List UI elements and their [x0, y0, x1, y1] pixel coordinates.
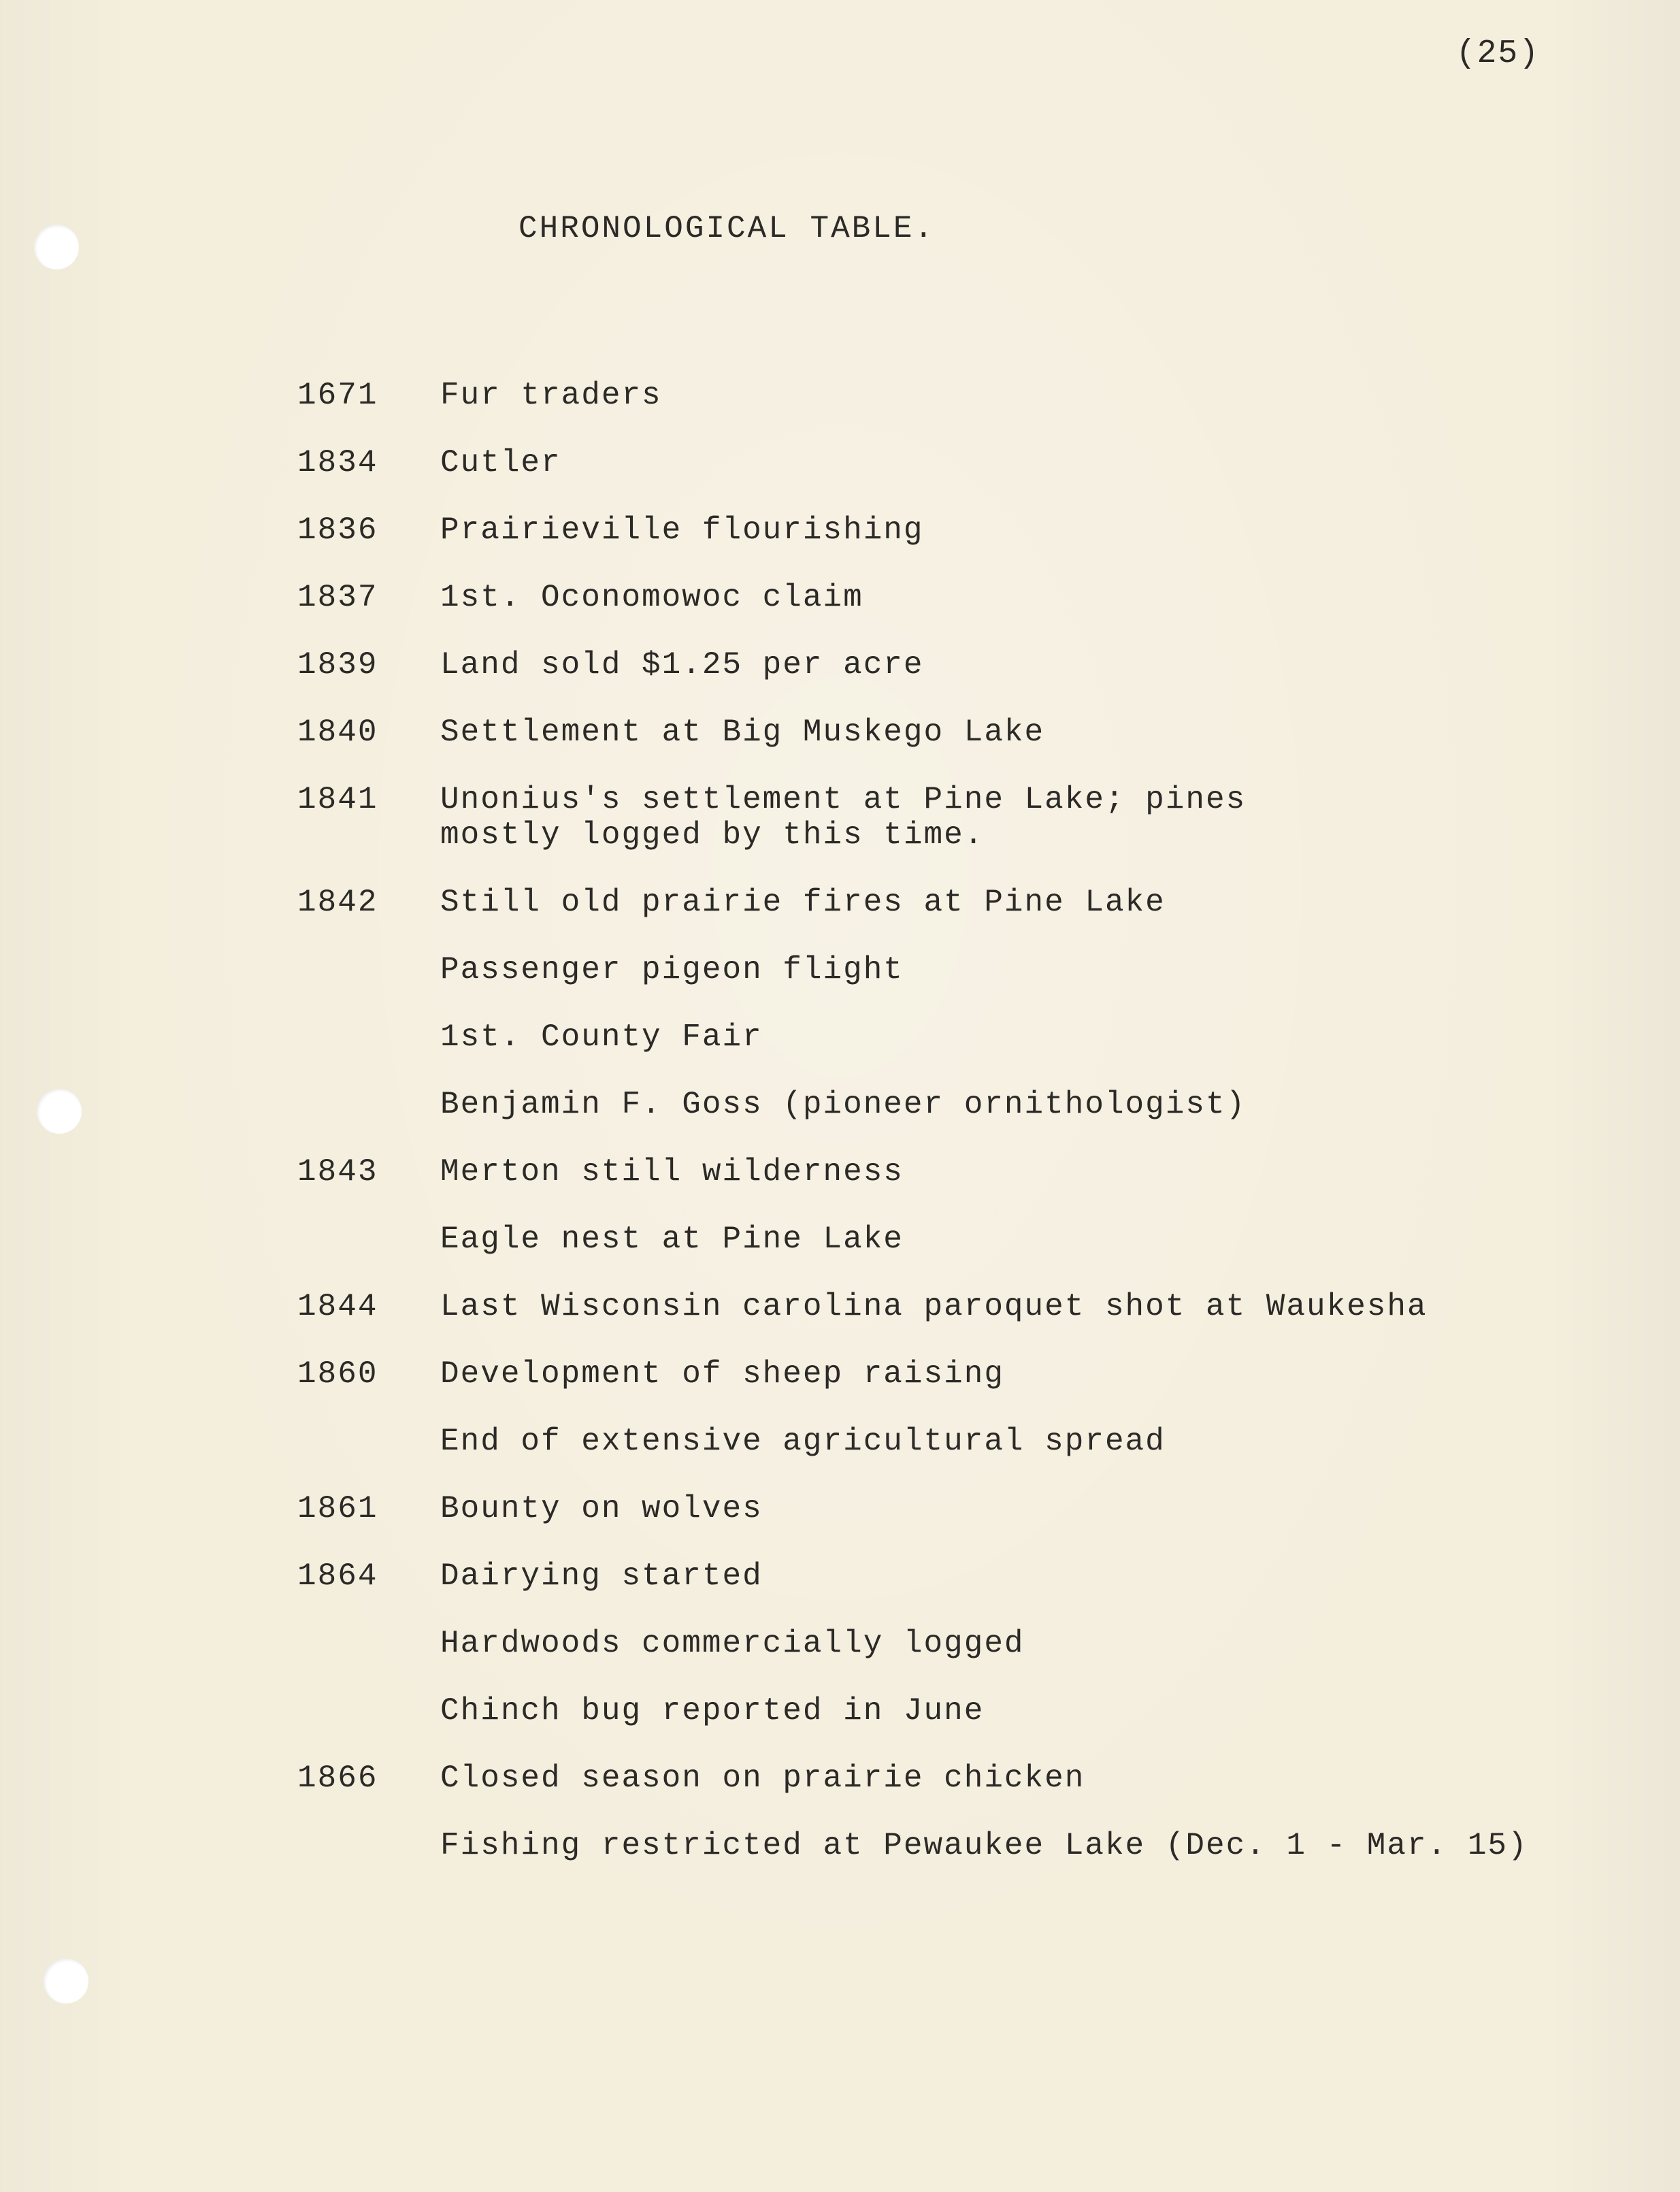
entry-event: Dairying started: [440, 1558, 763, 1594]
entry-event: Chinch bug reported in June: [440, 1693, 985, 1729]
entry-year: 1671: [297, 378, 378, 413]
entry-year: 1836: [297, 512, 378, 548]
table-row: [297, 1222, 1590, 1257]
entry-event: Fishing restricted at Pewaukee Lake (Dec. 1 - Mar. 15): [440, 1828, 1528, 1863]
table-row: [297, 952, 1590, 987]
entry-year: 1842: [297, 885, 378, 920]
entry-event: 1st. County Fair: [440, 1019, 763, 1055]
entry-event: Unonius's settlement at Pine Lake; pines mostly logged by this time.: [440, 782, 1247, 853]
entry-event: Last Wisconsin carolina paroquet shot at Waukesha: [440, 1289, 1428, 1324]
table-row: [297, 1558, 1590, 1594]
entry-year: 1839: [297, 647, 378, 683]
entry-event: Cutler: [440, 445, 561, 480]
entry-year: 1834: [297, 445, 378, 480]
entry-year: 1860: [297, 1356, 378, 1392]
table-row: [297, 1087, 1590, 1122]
table-row: [297, 782, 1590, 853]
entry-year: 1864: [297, 1558, 378, 1594]
table-row: [297, 1693, 1590, 1729]
page-number: (25): [1455, 35, 1540, 72]
table-row: [297, 1761, 1590, 1796]
table-row: [297, 1626, 1590, 1661]
table-row: [297, 1289, 1590, 1324]
entry-year: 1837: [297, 580, 378, 615]
entry-event: Hardwoods commercially logged: [440, 1626, 1025, 1661]
punch-hole: [44, 1959, 88, 2003]
table-row: [297, 1154, 1590, 1190]
entry-event: Fur traders: [440, 378, 662, 413]
chronology-list: [297, 378, 1590, 1863]
punch-hole: [34, 225, 79, 269]
entry-event: 1st. Oconomowoc claim: [440, 580, 863, 615]
entry-event: Development of sheep raising: [440, 1356, 1004, 1392]
table-row: [297, 378, 1590, 413]
entry-event: End of extensive agricultural spread: [440, 1424, 1166, 1459]
entry-event: Still old prairie fires at Pine Lake: [440, 885, 1166, 920]
entry-event: Merton still wilderness: [440, 1154, 904, 1190]
table-row: [297, 885, 1590, 920]
table-row: [297, 1828, 1590, 1863]
table-row: [297, 1491, 1590, 1526]
entry-event: Benjamin F. Goss (pioneer ornithologist): [440, 1087, 1247, 1122]
entry-event: Bounty on wolves: [440, 1491, 763, 1526]
entry-year: 1844: [297, 1289, 378, 1324]
entry-event: Passenger pigeon flight: [440, 952, 904, 987]
table-row: [297, 647, 1590, 683]
table-row: [297, 512, 1590, 548]
page-title: CHRONOLOGICAL TABLE.: [518, 211, 936, 246]
entry-year: 1843: [297, 1154, 378, 1190]
table-row: [297, 1356, 1590, 1392]
punch-hole: [37, 1089, 82, 1134]
entry-event: Settlement at Big Muskego Lake: [440, 715, 1045, 750]
entry-year: 1841: [297, 782, 378, 817]
entry-event: Eagle nest at Pine Lake: [440, 1222, 904, 1257]
table-row: [297, 1424, 1590, 1459]
entry-year: 1866: [297, 1761, 378, 1796]
entry-event: Land sold $1.25 per acre: [440, 647, 924, 683]
table-row: [297, 715, 1590, 750]
table-row: [297, 1019, 1590, 1055]
entry-year: 1840: [297, 715, 378, 750]
table-row: [297, 445, 1590, 480]
table-row: [297, 580, 1590, 615]
entry-event: Closed season on prairie chicken: [440, 1761, 1085, 1796]
entry-year: 1861: [297, 1491, 378, 1526]
entry-event: Prairieville flourishing: [440, 512, 924, 548]
